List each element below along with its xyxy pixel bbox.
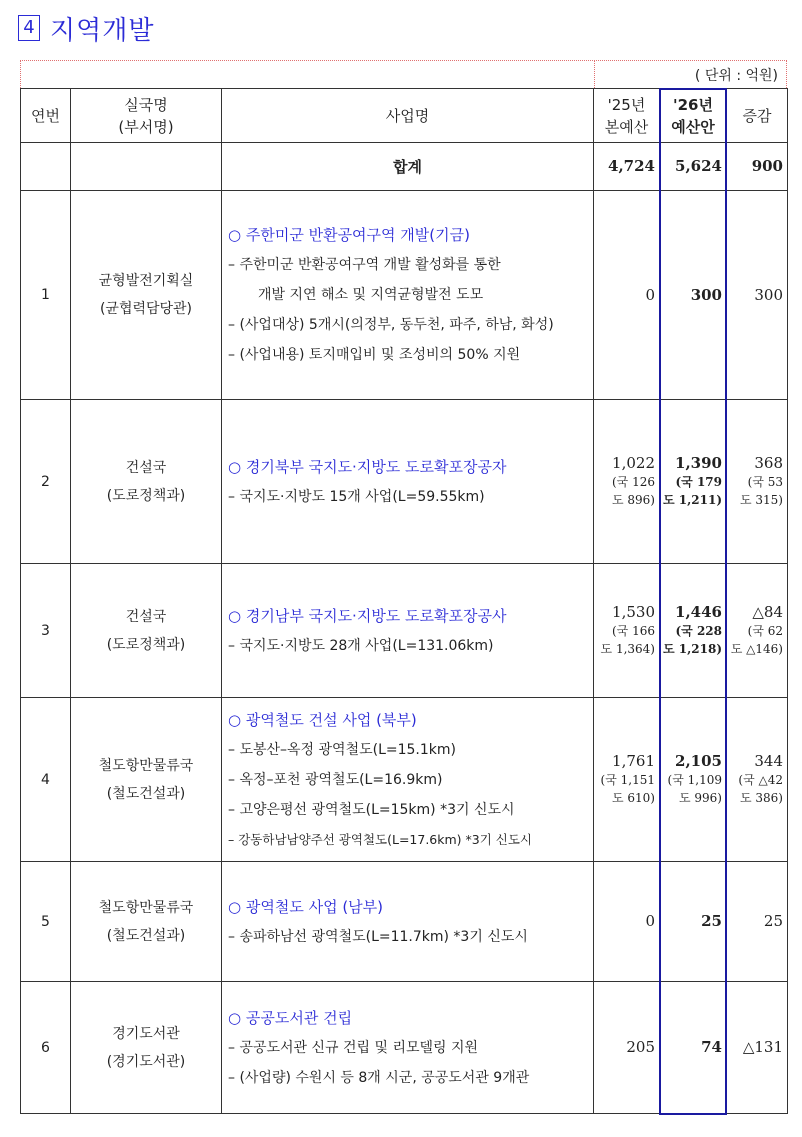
section-heading: [18, 12, 154, 44]
total-dept: [71, 143, 222, 191]
row-curr: [660, 698, 727, 862]
row-dept: [71, 400, 222, 564]
project-detail: – 고양은평선 광역철도(L=15km) *3기 신도시: [228, 801, 515, 818]
row-dept: [71, 982, 222, 1114]
row-dept: [71, 862, 222, 982]
project-detail: – 강동하남남양주선 광역철도(L=17.6km) *3기 신도시: [228, 831, 532, 847]
curr-sub-national: (국 228: [675, 624, 722, 638]
row-prev: [594, 564, 660, 698]
row-project: [222, 698, 594, 862]
total-diff: 900: [727, 143, 788, 191]
prev-sub-national: (국 166: [612, 624, 655, 638]
project-detail: – 도봉산–옥정 광역철도(L=15.1km): [228, 741, 456, 758]
header-prev-line1: '25년: [607, 95, 646, 114]
unit-label: ( 단위 : 억원): [694, 68, 778, 84]
row-project: [222, 862, 594, 982]
total-row: [21, 143, 788, 191]
row-diff: [727, 564, 788, 698]
row-no: 4: [21, 698, 71, 862]
row-dept-name: 철도항만물류국: [98, 899, 194, 916]
row-project: [222, 400, 594, 564]
header-dept: [71, 89, 222, 143]
row-prev: 0: [594, 862, 660, 982]
project-detail: – (사업량) 수원시 등 8개 시군, 공공도서관 9개관: [228, 1069, 530, 1086]
row-no: 6: [21, 982, 71, 1114]
row-dept-office: (철도건설과): [106, 785, 186, 802]
row-project: [222, 191, 594, 400]
table-row: [21, 862, 788, 982]
total-curr: 5,624: [660, 143, 727, 191]
header-curr: [660, 89, 727, 143]
row-diff: 300: [727, 191, 788, 400]
diff-value: 368: [754, 454, 783, 472]
project-detail: – 송파하남선 광역철도(L=11.7km) *3기 신도시: [228, 928, 528, 945]
row-curr: [660, 400, 727, 564]
header-diff: 증감: [727, 89, 788, 143]
diff-sub-national: (국 △42: [738, 773, 783, 787]
table-row: [21, 982, 788, 1114]
row-dept-name: 철도항만물류국: [98, 757, 194, 774]
row-dept-name: 건설국: [125, 459, 167, 476]
row-project: [222, 564, 594, 698]
section-title: 지역개발: [50, 15, 155, 46]
curr-sub-province: 도 1,211): [662, 493, 722, 507]
project-detail: – 국지도·지방도 15개 사업(L=59.55km): [228, 488, 485, 505]
diff-sub-province: 도 315): [740, 493, 783, 507]
row-prev: 205: [594, 982, 660, 1114]
row-curr: 300: [660, 191, 727, 400]
header-curr-line2: 예산안: [671, 117, 715, 136]
prev-sub-province: 도 610): [612, 791, 655, 805]
row-project: [222, 982, 594, 1114]
row-dept: [71, 564, 222, 698]
header-curr-line1: '26년: [673, 95, 713, 114]
curr-sub-province: 도 996): [679, 791, 722, 805]
table-row: [21, 400, 788, 564]
row-dept: [71, 698, 222, 862]
total-prev: 4,724: [594, 143, 660, 191]
row-dept-office: (철도건설과): [106, 927, 186, 944]
row-curr: 74: [660, 982, 727, 1114]
prev-sub-national: (국 126: [612, 475, 655, 489]
prev-value: 1,022: [612, 454, 655, 472]
project-detail: 개발 지연 해소 및 지역균형발전 도모: [258, 287, 484, 303]
project-detail: – 주한미군 반환공여구역 개발 활성화를 통한: [228, 257, 501, 273]
row-prev: 0: [594, 191, 660, 400]
diff-sub-national: (국 53: [747, 475, 783, 489]
row-diff: △131: [727, 982, 788, 1114]
row-dept-name: 균형발전기획실: [98, 273, 194, 289]
row-no: 3: [21, 564, 71, 698]
row-curr: 25: [660, 862, 727, 982]
row-no: 1: [21, 191, 71, 400]
project-detail: – (사업내용) 토지매입비 및 조성비의 50% 지원: [228, 347, 521, 363]
project-title: ○ 광역철도 사업 (남부): [228, 897, 384, 916]
diff-sub-province: 도 △146): [730, 642, 783, 656]
total-label: 합계: [222, 143, 594, 191]
section-number: 4: [18, 15, 40, 41]
row-curr: [660, 564, 727, 698]
prev-sub-national: (국 1,151: [600, 773, 655, 787]
project-detail: – (사업대상) 5개시(의정부, 동두천, 파주, 하남, 화성): [228, 317, 554, 333]
row-diff: 25: [727, 862, 788, 982]
unit-divider: [594, 61, 595, 88]
project-detail: – 옥정–포천 광역철도(L=16.9km): [228, 771, 443, 788]
row-diff: [727, 400, 788, 564]
diff-value: △84: [752, 603, 783, 621]
prev-sub-province: 도 896): [612, 493, 655, 507]
row-no: 2: [21, 400, 71, 564]
prev-sub-province: 도 1,364): [600, 642, 655, 656]
header-dept-line1: 실국명: [124, 95, 168, 114]
row-dept-office: (도로정책과): [106, 636, 186, 653]
header-dept-line2: (부서명): [118, 117, 174, 136]
header-prev-line2: 본예산: [604, 117, 649, 136]
row-dept-name: 건설국: [125, 608, 167, 625]
prev-value: 1,761: [612, 752, 655, 770]
header-row: [21, 89, 788, 143]
row-prev: [594, 698, 660, 862]
header-prev: [594, 89, 660, 143]
table-row: [21, 698, 788, 862]
row-dept-office: (경기도서관): [106, 1053, 186, 1070]
diff-sub-national: (국 62: [747, 624, 783, 638]
diff-value: 344: [754, 752, 783, 770]
curr-sub-national: (국 1,109: [667, 773, 722, 787]
project-detail: – 국지도·지방도 28개 사업(L=131.06km): [228, 637, 494, 654]
curr-sub-province: 도 1,218): [662, 642, 722, 656]
row-dept: [71, 191, 222, 400]
row-dept-name: 경기도서관: [112, 1025, 180, 1042]
table-row: [21, 564, 788, 698]
project-title: ○ 공공도서관 건립: [228, 1008, 353, 1027]
project-title: ○ 광역철도 건설 사업 (북부): [228, 710, 417, 729]
row-diff: [727, 698, 788, 862]
project-detail: – 공공도서관 신규 건립 및 리모델링 지원: [228, 1039, 479, 1056]
curr-value: 1,446: [675, 603, 722, 621]
row-dept-office: (균협력담당관): [99, 301, 193, 317]
curr-value: 1,390: [675, 454, 722, 472]
project-title: ○ 주한미군 반환공여구역 개발(기금): [228, 226, 470, 244]
diff-sub-province: 도 386): [740, 791, 783, 805]
project-title: ○ 경기남부 국지도·지방도 도로확포장공사: [228, 606, 507, 625]
prev-value: 1,530: [612, 603, 655, 621]
total-no: [21, 143, 71, 191]
project-title: ○ 경기북부 국지도·지방도 도로확포장공자: [228, 457, 507, 476]
row-dept-office: (도로정책과): [106, 487, 186, 504]
header-project: 사업명: [222, 89, 594, 143]
budget-table: [20, 88, 788, 1114]
row-no: 5: [21, 862, 71, 982]
curr-value: 2,105: [675, 752, 722, 770]
unit-row: [20, 60, 787, 88]
table-row: [21, 191, 788, 400]
row-prev: [594, 400, 660, 564]
header-no: 연번: [21, 89, 71, 143]
curr-sub-national: (국 179: [675, 475, 722, 489]
